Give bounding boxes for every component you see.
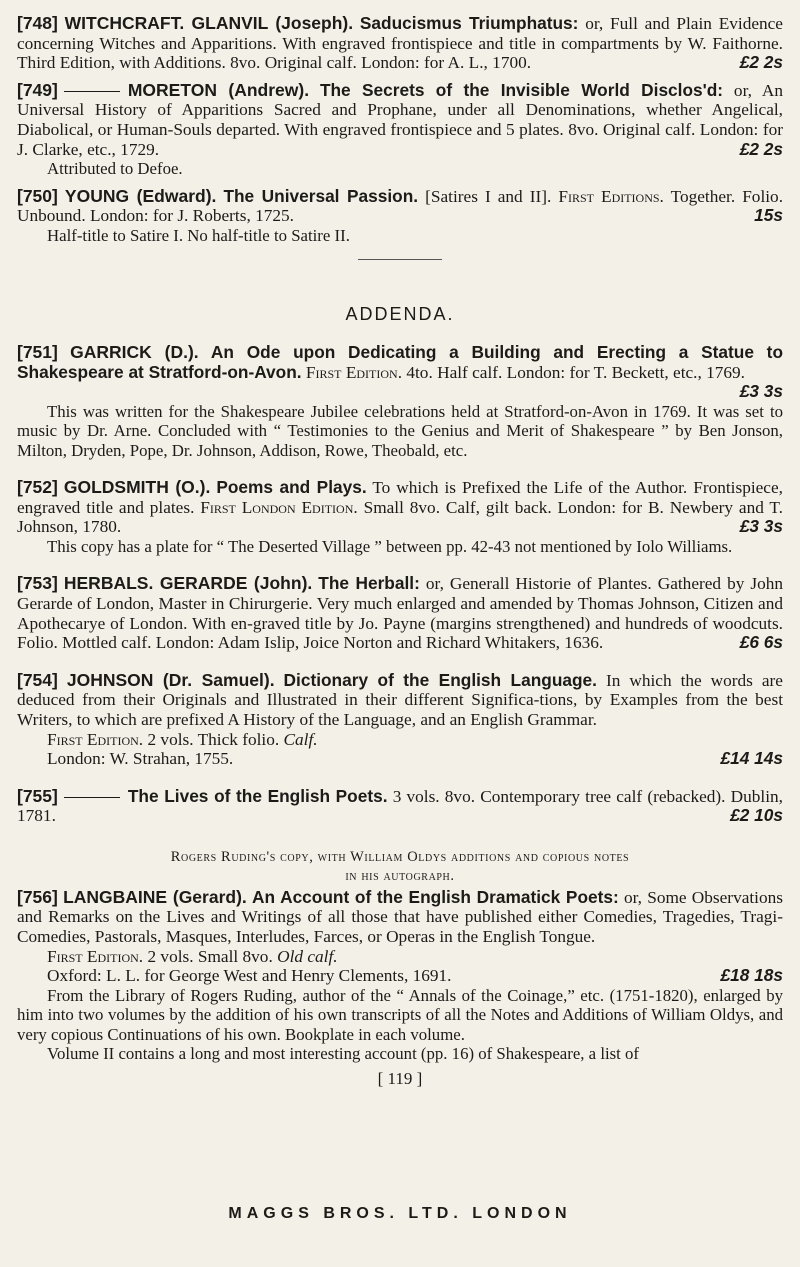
lot-heading: JOHNSON (Dr. Samuel). bbox=[66, 669, 275, 690]
entry-752 bbox=[17, 478, 783, 537]
lot-note: This copy has a plate for “ The Deserted Village ” between pp. 42-43 not mentioned by Iolo Williams. bbox=[47, 536, 733, 556]
lot-title: The Secrets of the Invisible World Disclos'd: bbox=[319, 79, 724, 100]
entry-756-imprint bbox=[17, 966, 783, 986]
lot-binding: Calf. bbox=[283, 729, 318, 749]
lot-number: [752] bbox=[17, 477, 58, 498]
lot-description: [Satires I and II]. bbox=[425, 186, 552, 206]
lot-description: In which the words are deduced from their Originals and Illustrated in their different Significa-tions, by Examples from the best Writers, to which are prefixed A History of the Language, and an English Grammar. bbox=[17, 670, 783, 729]
section-heading: ADDENDA. bbox=[345, 304, 455, 325]
entry-749 bbox=[17, 81, 783, 159]
lot-price: £2 2s bbox=[739, 52, 783, 73]
page-number: [ 119 ] bbox=[377, 1069, 423, 1089]
lot-price: 15s bbox=[754, 205, 783, 226]
lot-description: To which is Prefixed the Life of the Author. Frontispiece, engraved title and plates. bbox=[17, 478, 783, 517]
lot-note: Half-title to Satire I. No half-title to Satire II. bbox=[47, 225, 350, 245]
lot-imprint: London: W. Strahan, 1755. bbox=[47, 749, 234, 769]
lot-binding: Old calf. bbox=[277, 946, 338, 966]
lot-price: £3 3s bbox=[739, 381, 783, 402]
lot-note: From the Library of Rogers Ruding, author of the “ Annals of the Coinage,” etc. (1751-1820), enlarged by him into two volumes by the addition of his own transcripts of all the Notes and Additions of William Oldys, and very copious Continuations of his own. Bookplate in each volume. bbox=[17, 985, 783, 1044]
lot-heading: GARRICK (D.). bbox=[70, 342, 199, 363]
lot-number: [751] bbox=[17, 342, 58, 363]
entry-748 bbox=[17, 14, 783, 73]
lot-imprint: Oxford: L. L. for George West and Henry Clements, 1691. bbox=[47, 966, 452, 986]
lot-heading: GOLDSMITH (O.). bbox=[63, 477, 211, 498]
lot-edition: First Editions. bbox=[558, 186, 664, 206]
lot-heading: WITCHCRAFT. GLANVIL (Joseph). bbox=[64, 13, 354, 33]
lot-title: An Account of the English Dramatick Poets: bbox=[252, 886, 619, 907]
lot-price: £2 10s bbox=[730, 805, 783, 826]
entry-756 bbox=[17, 888, 783, 947]
ditto-dash bbox=[64, 91, 120, 92]
lot-price: £14 14s bbox=[720, 748, 783, 769]
ditto-dash bbox=[64, 797, 120, 798]
provenance-line-2: in his autograph. bbox=[345, 867, 455, 884]
lot-description-2: Together. Folio. Unbound. London: for J. Roberts, 1725. bbox=[17, 186, 784, 226]
lot-title: Poems and Plays. bbox=[216, 477, 367, 498]
entry-754 bbox=[17, 671, 783, 730]
lot-price: £2 2s bbox=[739, 138, 783, 159]
lot-title: The Universal Passion. bbox=[223, 185, 419, 206]
entry-755 bbox=[17, 787, 783, 826]
lot-price: £3 3s bbox=[739, 516, 783, 537]
section-divider bbox=[358, 259, 442, 260]
lot-title: The Lives of the English Poets. bbox=[127, 785, 388, 806]
lot-number: [755] bbox=[17, 785, 58, 806]
lot-description: or, An Universal History of Apparitions Sacred and Prophane, under all Denominations, whether Angelical, Diabolical, or Human-Souls departed. With engraved frontispiece and 5 plates. 8vo. Original calf. London: for J. Clarke, etc., 1729. bbox=[17, 80, 783, 159]
publisher-footer: MAGGS BROS. LTD. LONDON bbox=[228, 1205, 572, 1222]
lot-heading: MORETON (Andrew). bbox=[127, 79, 310, 100]
lot-edition: First London Edition. bbox=[200, 497, 358, 517]
lot-number: [754] bbox=[17, 669, 58, 690]
lot-heading: LANGBAINE (Gerard). bbox=[63, 886, 247, 907]
lot-price: £18 18s bbox=[720, 965, 783, 986]
lot-description: 4to. Half calf. London: for T. Beckett, etc., 1769. bbox=[406, 362, 746, 382]
lot-number: [749] bbox=[17, 79, 58, 100]
lot-edition: First Edition. bbox=[47, 946, 144, 966]
lot-number: [753] bbox=[17, 573, 58, 594]
lot-heading: YOUNG (Edward). bbox=[64, 185, 217, 206]
lot-description: or, Generall Historie of Plantes. Gathered by John Gerarde of London, Master in Chirurgerie. Very much enlarged and amended by Thomas Johnson, Citizen and Apothecarye of London. With en-graved title by Jo. Payne (margins strengthened) and hundreds of woodcuts. Folio. Mottled calf. London: Adam Islip, Joice Norton and Richard Whitakers, 1636. bbox=[17, 574, 784, 653]
lot-description-2: Small 8vo. Calf, gilt back. London: for B. Newbery and T. Johnson, 1780. bbox=[17, 497, 783, 537]
entry-754-imprint bbox=[17, 749, 783, 769]
lot-description: or, Full and Plain Evidence concerning Witches and Apparitions. With engraved frontispiece and title in compartments by W. Faithorne. Third Edition, with Additions. 8vo. Original calf. London: for A. L., 1700. bbox=[17, 14, 783, 73]
lot-number: [748] bbox=[17, 13, 58, 33]
entry-751 bbox=[17, 342, 783, 402]
lot-format: 2 vols. Thick folio. bbox=[147, 729, 280, 749]
lot-edition: First Edition. bbox=[305, 362, 403, 382]
lot-note: This was written for the Shakespeare Jubilee celebrations held at Stratford-on-Avon in 1769. It was set to music by Dr. Arne. Concluded with “ Testimonies to the Genius and Merit of Shakespeare ” by Ben Jonson, Milton, Dryden, Pope, Dr. Johnson, Addison, Rowe, Theobald, etc. bbox=[17, 401, 783, 460]
entry-753 bbox=[17, 574, 783, 652]
lot-title: Saducismus Triumphatus: bbox=[359, 13, 579, 33]
lot-price: £6 6s bbox=[739, 632, 783, 653]
entry-750 bbox=[17, 187, 783, 226]
provenance-line-1: Rogers Ruding's copy, with William Oldys additions and copious notes bbox=[170, 848, 630, 865]
lot-note-2: Volume II contains a long and most interesting account (pp. 16) of Shakespeare, a list of bbox=[47, 1044, 640, 1064]
lot-title: Dictionary of the English Language. bbox=[283, 669, 597, 690]
lot-number: [750] bbox=[17, 185, 58, 206]
entry-754-details bbox=[17, 730, 783, 750]
lot-edition: First Edition. bbox=[47, 729, 144, 749]
provenance-heading bbox=[17, 848, 783, 886]
lot-format: 2 vols. Small 8vo. bbox=[147, 946, 273, 966]
lot-number: [756] bbox=[17, 886, 58, 907]
lot-title: An Ode upon Dedicating a Building and Erecting a Statue to Shakespeare at Stratford-on-Avon. bbox=[17, 342, 783, 382]
lot-heading: HERBALS. GERARDE (John). bbox=[63, 573, 313, 594]
lot-note: Attributed to Defoe. bbox=[47, 159, 183, 179]
lot-description: or, Some Observations and Remarks on the Lives and Writings of all those that have published either Comedies, Tragedies, Tragi-Comedies, Pastorals, Masques, Interludes, Farces, or Operas in the English Tongue. bbox=[17, 887, 783, 947]
lot-title: The Herball: bbox=[318, 573, 420, 594]
lot-description: 3 vols. 8vo. Contemporary tree calf (rebacked). Dublin, 1781. bbox=[17, 786, 783, 826]
entry-756-details bbox=[17, 947, 783, 967]
